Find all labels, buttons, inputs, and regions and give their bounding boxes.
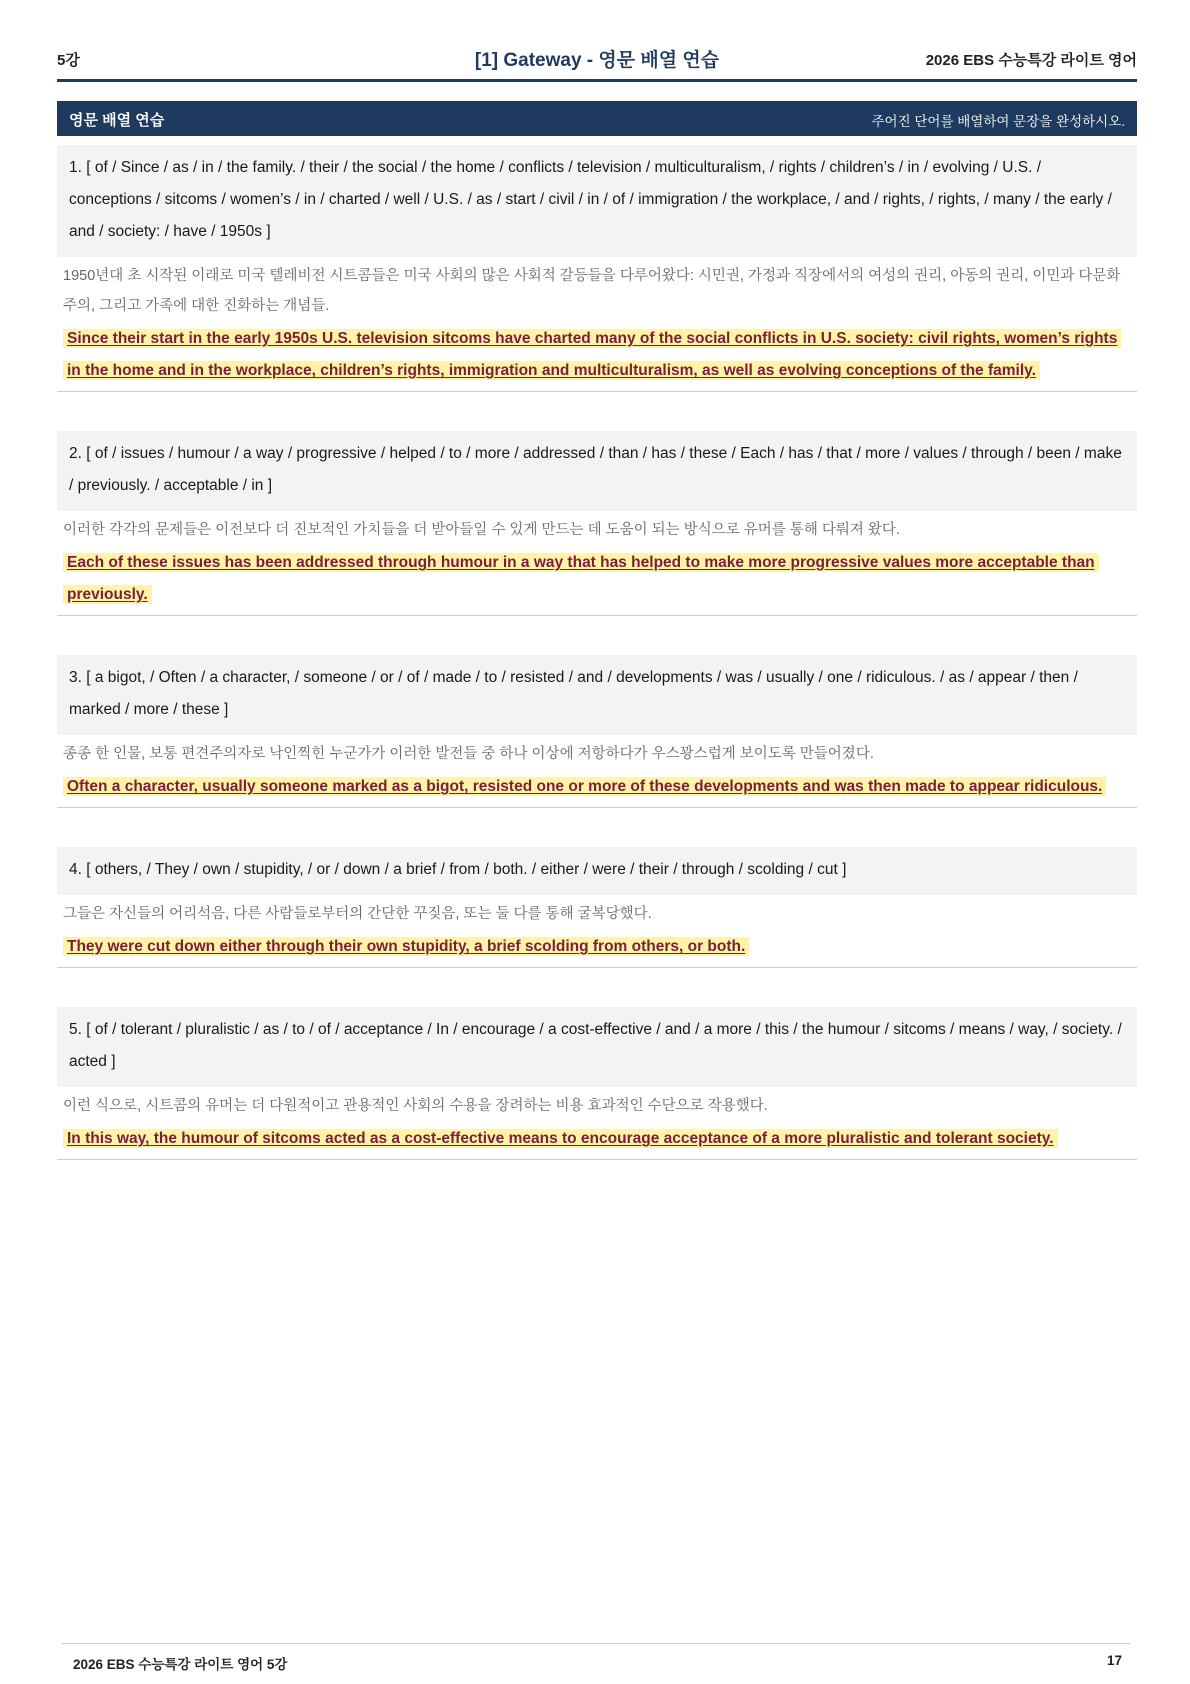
word-bank: 2. [ of / issues / humour / a way / progressive / helped / to / more / addressed / than / has / these / Each / has / that / more / values / through / been / make / previously. / acceptable / in ] bbox=[57, 431, 1137, 511]
exercise-list bbox=[57, 145, 1137, 1199]
exercise-item-5 bbox=[57, 1007, 1137, 1160]
exercise-item-2 bbox=[57, 431, 1137, 616]
book-title: 2026 EBS 수능특강 라이트 영어 bbox=[925, 52, 1137, 69]
header-divider bbox=[57, 79, 1137, 82]
answer-line bbox=[57, 545, 1137, 613]
footer-divider bbox=[62, 1643, 1130, 1644]
answer-line bbox=[57, 1121, 1137, 1157]
korean-translation: 이러한 각각의 문제들은 이전보다 더 진보적인 가치들을 더 받아들일 수 있게 만드는 데 도움이 되는 방식으로 유머를 통해 다뤄져 왔다. bbox=[63, 522, 900, 538]
exercise-item-4 bbox=[57, 847, 1137, 968]
lesson-label: 5강 bbox=[57, 52, 80, 69]
section-instruction: 주어진 단어를 배열하여 문장을 완성하시오. bbox=[871, 114, 1125, 129]
section-title: 영문 배열 연습 bbox=[69, 112, 165, 129]
exercise-item-3 bbox=[57, 655, 1137, 808]
answer-sentence: Often a character, usually someone marked as a bigot, resisted one or more of these developments and was then made to appear ridiculous. bbox=[63, 777, 1106, 796]
korean-translation: 그들은 자신들의 어리석음, 다른 사람들로부터의 간단한 꾸짖음, 또는 둘 다를 통해 굴복당했다. bbox=[63, 906, 652, 922]
exercise-item-1 bbox=[57, 145, 1137, 392]
footer-book-lesson: 2026 EBS 수능특강 라이트 영어 5강 bbox=[73, 1657, 288, 1672]
answer-line bbox=[57, 929, 1137, 965]
page-number: 17 bbox=[1106, 1653, 1122, 1668]
word-bank: 1. [ of / Since / as / in / the family. / their / the social / the home / conflicts / television / multiculturalism, / rights / children’s / in / evolving / U.S. / conceptions / sitcoms / women’s / in / charted / well / U.S. / as / start / civil / in / of / immigration / the workplace, / and / rights, / rights, / many / the early / and / society: / have / 1950s ] bbox=[57, 145, 1137, 257]
answer-line bbox=[57, 321, 1137, 389]
korean-translation: 이런 식으로, 시트콤의 유머는 더 다원적이고 관용적인 사회의 수용을 장려하는 비용 효과적인 수단으로 작용했다. bbox=[63, 1098, 768, 1114]
word-bank: 5. [ of / tolerant / pluralistic / as / to / of / acceptance / In / encourage / a cost-effective / and / a more / this / the humour / sitcoms / means / way, / society. / acted ] bbox=[57, 1007, 1137, 1087]
korean-translation: 종종 한 인물, 보통 편견주의자로 낙인찍힌 누군가가 이러한 발전들 중 하나 이상에 저항하다가 우스꽝스럽게 보이도록 만들어졌다. bbox=[63, 746, 874, 762]
word-bank: 4. [ others, / They / own / stupidity, / or / down / a brief / from / both. / either / were / their / through / scolding / cut ] bbox=[57, 847, 1137, 895]
page-title: [1] Gateway - 영문 배열 연습 bbox=[474, 50, 720, 71]
answer-sentence: Since their start in the early 1950s U.S. television sitcoms have charted many of the social conflicts in U.S. society: civil rights, women’s rights in the home and in the workplace, children’s rights, immigration and multiculturalism, as well as evolving conceptions of the family. bbox=[63, 329, 1121, 380]
answer-sentence: In this way, the humour of sitcoms acted as a cost-effective means to encourage acceptance of a more pluralistic and tolerant society. bbox=[63, 1129, 1058, 1148]
word-bank: 3. [ a bigot, / Often / a character, / someone / or / of / made / to / resisted / and / developments / was / usually / one / ridiculous. / as / appear / then / marked / more / these ] bbox=[57, 655, 1137, 735]
korean-translation: 1950년대 초 시작된 이래로 미국 텔레비전 시트콤들은 미국 사회의 많은 사회적 갈등들을 다루어왔다: 시민권, 가정과 직장에서의 여성의 권리, 아동의 권리, 이민과 다문화주의, 그리고 가족에 대한 진화하는 개념들. bbox=[63, 268, 1121, 314]
answer-sentence: They were cut down either through their own stupidity, a brief scolding from others, or both. bbox=[63, 937, 749, 956]
page-header bbox=[57, 44, 1137, 80]
section-banner bbox=[57, 101, 1137, 136]
answer-line bbox=[57, 769, 1137, 805]
answer-sentence: Each of these issues has been addressed through humour in a way that has helped to make more progressive values more acceptable than previously. bbox=[63, 553, 1099, 604]
